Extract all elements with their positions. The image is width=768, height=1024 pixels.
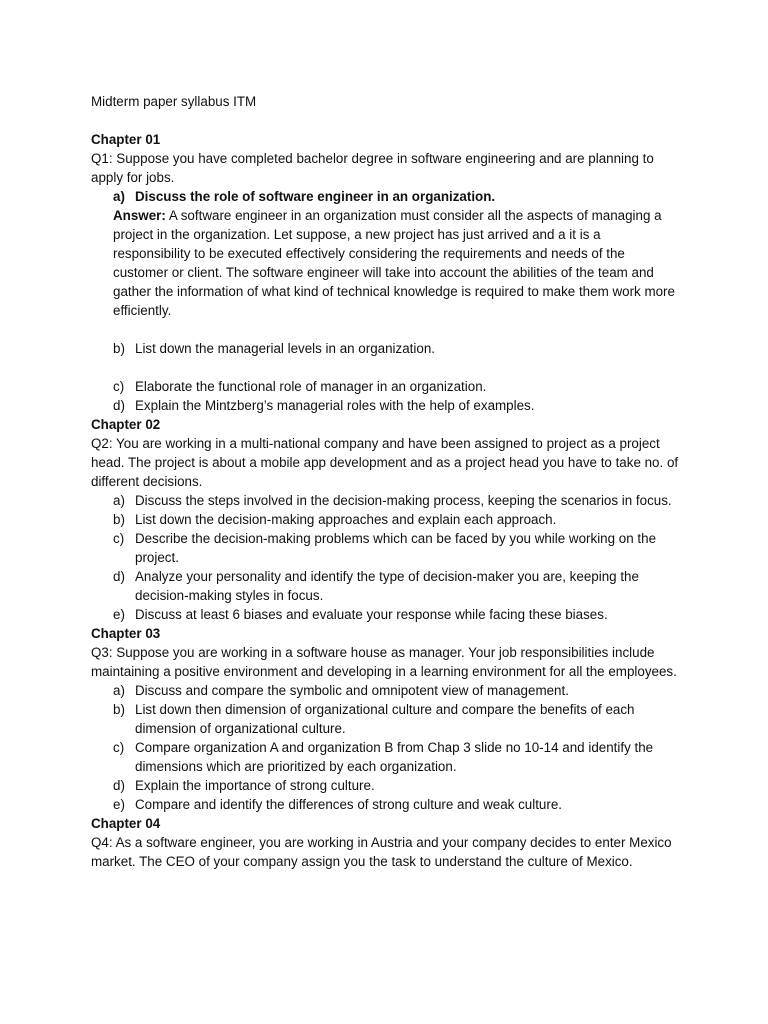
question-text: Q3: Suppose you are working in a software house as manager. Your job responsibilities include maintaining a positive environment and developing in a learning environment for all the employees. <box>91 645 677 679</box>
list-marker: c) <box>113 531 125 546</box>
list-item <box>91 795 681 814</box>
document-title: Midterm paper syllabus ITM <box>91 94 257 109</box>
question-text: Q1: Suppose you have completed bachelor degree in software engineering and are planning to apply for jobs. <box>91 151 654 185</box>
question-text: Q2: You are working in a multi-national company and have been assigned to project as a project head. The project is about a mobile app development and as a project head you have to take no. of different decisions. <box>91 436 679 489</box>
list-item <box>91 396 681 415</box>
list-item-text: Compare organization A and organization B from Chap 3 slide no 10-14 and identify the dimensions which are prioritized by each organization. <box>135 740 654 774</box>
list-marker: d) <box>113 398 125 413</box>
list-item-text: Discuss at least 6 biases and evaluate your response while facing these biases. <box>135 607 608 622</box>
answer-block <box>91 206 681 320</box>
list-item <box>91 339 681 358</box>
chapter-heading: Chapter 01 <box>91 132 161 147</box>
list-item <box>91 510 681 529</box>
chapter-heading: Chapter 03 <box>91 626 161 641</box>
list-marker: d) <box>113 569 125 584</box>
list-item-text: Describe the decision-making problems which can be faced by you while working on the project. <box>135 531 657 565</box>
list-marker: b) <box>113 341 125 356</box>
document-body <box>91 92 681 871</box>
question-text: Q4: As a software engineer, you are working in Austria and your company decides to enter Mexico market. The CEO of your company assign you the task to understand the culture of Mexico. <box>91 835 672 869</box>
question-list <box>91 491 681 624</box>
list-marker: a) <box>113 683 125 698</box>
list-item <box>91 605 681 624</box>
list-item <box>91 681 681 700</box>
list-item-text: Analyze your personality and identify the type of decision-maker you are, keeping the decision-making styles in focus. <box>135 569 639 603</box>
list-marker: b) <box>113 702 125 717</box>
list-marker: c) <box>113 379 125 394</box>
list-item-text: Compare and identify the differences of strong culture and weak culture. <box>135 797 563 812</box>
list-item <box>91 567 681 605</box>
list-item-text: Discuss and compare the symbolic and omnipotent view of management. <box>135 683 569 698</box>
list-item <box>91 491 681 510</box>
list-item <box>91 187 681 206</box>
list-item-text: List down then dimension of organizational culture and compare the benefits of each dimension of organizational culture. <box>135 702 635 736</box>
list-marker: e) <box>113 797 125 812</box>
list-item <box>91 700 681 738</box>
list-item-text: Explain the Mintzberg’s managerial roles with the help of examples. <box>135 398 535 413</box>
answer-text: A software engineer in an organization must consider all the aspects of managing a project in the organization. Let suppose, a new project has just arrived and a it is a responsibility to be executed effectively considering the requirements and needs of the customer or client. The software engineer will take into account the abilities of the team and gather the information of what kind of technical knowledge is required to make them work more efficiently. <box>113 208 675 318</box>
list-item-text: List down the managerial levels in an organization. <box>135 341 435 356</box>
list-marker: b) <box>113 512 125 527</box>
list-item-text: Discuss the steps involved in the decision-making process, keeping the scenarios in focus. <box>135 493 672 508</box>
list-item-text: Elaborate the functional role of manager in an organization. <box>135 379 487 394</box>
list-item <box>91 377 681 396</box>
chapter-heading: Chapter 04 <box>91 816 161 831</box>
list-item-text: Explain the importance of strong culture. <box>135 778 375 793</box>
list-marker: c) <box>113 740 125 755</box>
answer-label: Answer: <box>113 208 166 223</box>
list-item <box>91 776 681 795</box>
list-item <box>91 738 681 776</box>
list-item-text: List down the decision-making approaches and explain each approach. <box>135 512 557 527</box>
list-item-text: Discuss the role of software engineer in an organization. <box>135 189 496 204</box>
question-list <box>91 681 681 814</box>
list-marker: a) <box>113 493 125 508</box>
list-item <box>91 529 681 567</box>
list-marker: e) <box>113 607 125 622</box>
question-list <box>91 187 681 415</box>
chapter-heading: Chapter 02 <box>91 417 161 432</box>
list-marker: d) <box>113 778 125 793</box>
list-marker: a) <box>113 189 125 204</box>
